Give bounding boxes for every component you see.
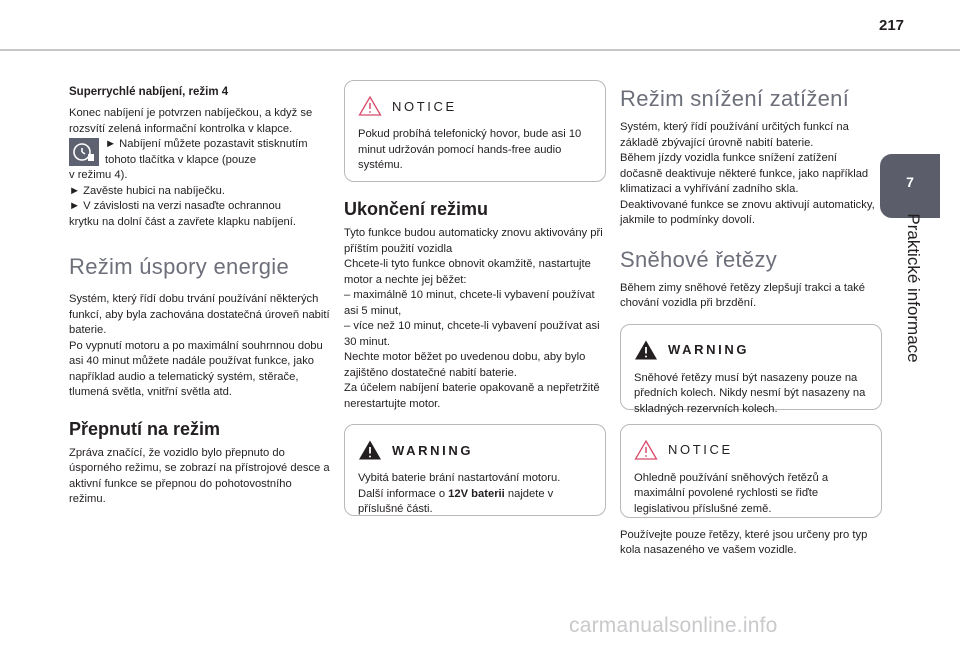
chapter-number: 7 xyxy=(906,174,914,190)
cover-step-line-2: krytku na dolní část a zavřete klapku nabíjení. xyxy=(69,215,296,228)
warning-title: WARNING xyxy=(392,442,474,458)
column-right xyxy=(620,80,882,559)
notice-box-chains xyxy=(620,424,882,518)
column-middle xyxy=(344,80,606,516)
notice-text: Pokud probíhá telefonický hovor, bude asi 10 minut udržován pomocí hands-free audio systému. xyxy=(358,128,582,171)
page-number: 217 xyxy=(879,17,905,34)
end-mode-heading: Ukončení režimu xyxy=(344,199,489,219)
notice-title: NOTICE xyxy=(392,98,457,114)
hang-nozzle-step: ► Zavěste hubici na nabíječku. xyxy=(69,184,225,197)
warning-box-chains xyxy=(620,324,882,415)
load-reduction-text-1: Systém, který řídí používání určitých funkcí na základě zbývající úrovně nabití baterie. xyxy=(620,121,849,149)
end-mode-line-2: Chcete-li tyto funkce obnovit okamžitě, nastartujte motor a nechte jej běžet: xyxy=(344,258,591,286)
notice-box-call xyxy=(344,80,606,182)
warning-battery-text-2: Další informace o xyxy=(358,487,446,500)
snow-chains-text: Během zimy sněhové řetězy zlepšují trakci a také chování vozidla při brzdění. xyxy=(620,281,865,309)
chapter-label: Praktické informace xyxy=(904,213,923,363)
warning-title: WARNING xyxy=(668,342,750,357)
pause-step-line-2: tohoto tlačítka v klapce (pouze xyxy=(105,153,257,166)
top-divider xyxy=(0,49,960,51)
end-mode-line-1: Tyto funkce budou automaticky znovu aktivovány při příštím použití vozidla xyxy=(344,227,603,255)
watermark: carmanualsonline.info xyxy=(569,614,778,637)
cover-step-line-1: ► V závislosti na verzi nasaďte ochrannou xyxy=(69,200,281,212)
superfast-charging-subheading: Superrychlé nabíjení, režim 4 xyxy=(69,86,229,98)
charging-intro: Konec nabíjení je potvrzen nabíječkou, a když se rozsvítí zelená informační kontrolka v klapce. xyxy=(69,107,313,135)
warning-battery-text-1: Vybitá baterie brání nastartování motoru. xyxy=(358,472,561,484)
load-reduction-text-3: Deaktivované funkce se znovu aktivují automaticky, jakmile to podmínky dovolí. xyxy=(620,198,875,226)
end-mode-line-5: Nechte motor běžet po uvedenou dobu, aby bylo zajištěno dostatečné nabití baterie. xyxy=(344,351,586,379)
chains-closing-text: Používejte pouze řetězy, které jsou určeny pro typ kola nasazeného ve vašem vozidle. xyxy=(620,528,868,556)
pause-step-line-1: ► Nabíjení můžete pozastavit stisknutím xyxy=(105,138,308,150)
warning-battery-text-3: najdete v příslušné části. xyxy=(358,487,554,515)
energy-saving-heading: Režim úspory energie xyxy=(69,254,289,279)
load-reduction-heading: Režim snížení zatížení xyxy=(620,86,850,111)
pause-charging-step xyxy=(69,137,331,168)
notice-icon xyxy=(634,439,658,461)
warning-icon xyxy=(358,439,382,461)
notice-chains-text: Ohledně používání sněhových řetězů a maximální povolené rychlosti se řiďte legislativou příslušné země. xyxy=(634,471,829,515)
pause-step-line-3: v režimu 4). xyxy=(69,169,128,181)
end-mode-line-4: – více než 10 minut, chcete-li vybavení používat asi 30 minut. xyxy=(344,320,600,348)
column-left xyxy=(69,80,331,508)
end-mode-line-6: Za účelem nabíjení baterie opakovaně a nepřetržitě nerestartujte motor. xyxy=(344,382,600,410)
switch-to-mode-text: Zpráva značící, že vozidlo bylo přepnuto do úsporného režimu, se zobrazí na přístrojové desce a aktivní funkce se přepnou do pohotovostního režimu. xyxy=(69,446,330,505)
load-reduction-text-2: Během jízdy vozidla funkce snížení zatížení dočasně deaktivuje některé funkce, jako například klimatizaci a vyhřívání zadního skla. xyxy=(620,152,869,195)
warning-chains-text: Sněhové řetězy musí být nasazeny pouze na předních kolech. Nikdy nesmí být nasazeny na skladných rezervních kolech. xyxy=(634,371,866,415)
battery-reference: 12V baterii xyxy=(448,487,505,500)
notice-title: NOTICE xyxy=(668,442,733,457)
notice-icon xyxy=(358,95,382,117)
charging-pause-icon xyxy=(69,138,99,166)
warning-icon xyxy=(634,339,658,361)
warning-box-battery xyxy=(344,424,606,516)
switch-to-mode-heading: Přepnutí na režim xyxy=(69,418,221,439)
energy-saving-text-2: Po vypnutí motoru a po maximální souhrnnou dobu asi 40 minut můžete nadále používat funkce, jako například audio a telematický systém, stěrače, tlumená světla, vnitřní světla atd. xyxy=(69,339,323,398)
energy-saving-text-1: Systém, který řídí dobu trvání používání některých funkcí, aby byla zachována dostatečná úroveň nabití baterie. xyxy=(69,293,330,336)
end-mode-line-3: – maximálně 10 minut, chcete-li vybavení používat asi 5 minut, xyxy=(344,289,595,317)
snow-chains-heading: Sněhové řetězy xyxy=(620,246,778,272)
